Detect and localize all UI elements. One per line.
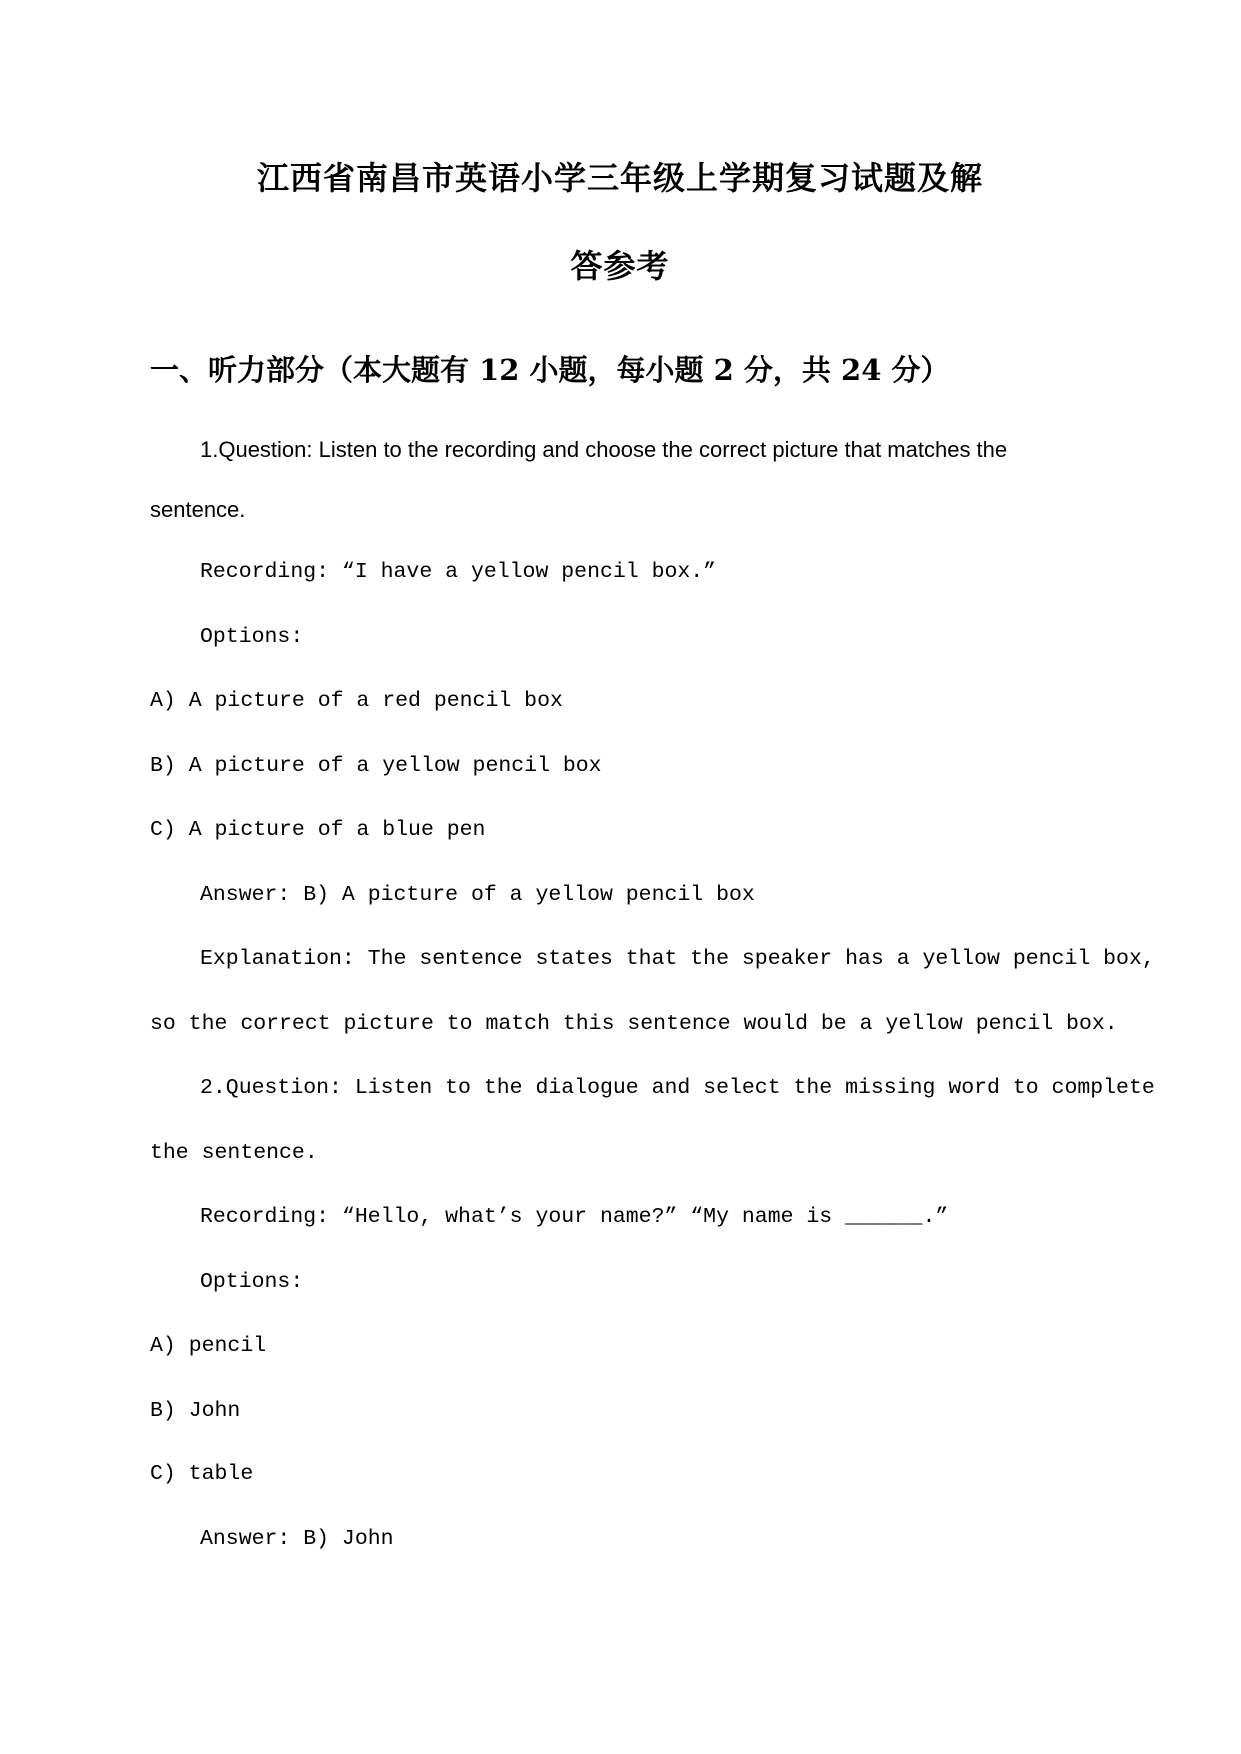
q1-options-label: Options: xyxy=(200,625,304,649)
q2-question-line-1: 2.Question: Listen to the dialogue and select the missing word to complete xyxy=(200,1076,1155,1100)
q1-explanation-line-1: Explanation: The sentence states that the speaker has a yellow pencil box, xyxy=(200,947,1155,971)
q1-option-b: B) A picture of a yellow pencil box xyxy=(150,754,602,778)
q2-question-line-2: the sentence. xyxy=(150,1141,318,1165)
q1-question-line-2: sentence. xyxy=(150,497,246,522)
q1-option-c: C) A picture of a blue pen xyxy=(150,818,486,842)
section-heading-listening: 一、听力部分（本大题有 12 小题，每小题 2 分，共 24 分） xyxy=(150,353,950,387)
q1-option-a: A) A picture of a red pencil box xyxy=(150,689,563,713)
q1-recording: Recording: “I have a yellow pencil box.” xyxy=(200,560,717,584)
document-title-line-2: 答参考 xyxy=(570,247,670,285)
q2-option-b: B) John xyxy=(150,1399,241,1423)
q2-options-label: Options: xyxy=(200,1270,304,1294)
document-title-line-1: 江西省南昌市英语小学三年级上学期复习试题及解 xyxy=(256,159,983,197)
q1-answer: Answer: B) A picture of a yellow pencil box xyxy=(200,883,755,907)
q1-question-line-1: 1.Question: Listen to the recording and choose the correct picture that matches the xyxy=(200,437,1008,462)
q2-option-c: C) table xyxy=(150,1462,254,1486)
q1-explanation-line-2: so the correct picture to match this sentence would be a yellow pencil box. xyxy=(150,1012,1118,1036)
q2-option-a: A) pencil xyxy=(150,1334,267,1358)
q2-recording: Recording: “Hello, what’s your name?” “My name is ______.” xyxy=(200,1205,949,1229)
q2-answer: Answer: B) John xyxy=(200,1527,394,1551)
